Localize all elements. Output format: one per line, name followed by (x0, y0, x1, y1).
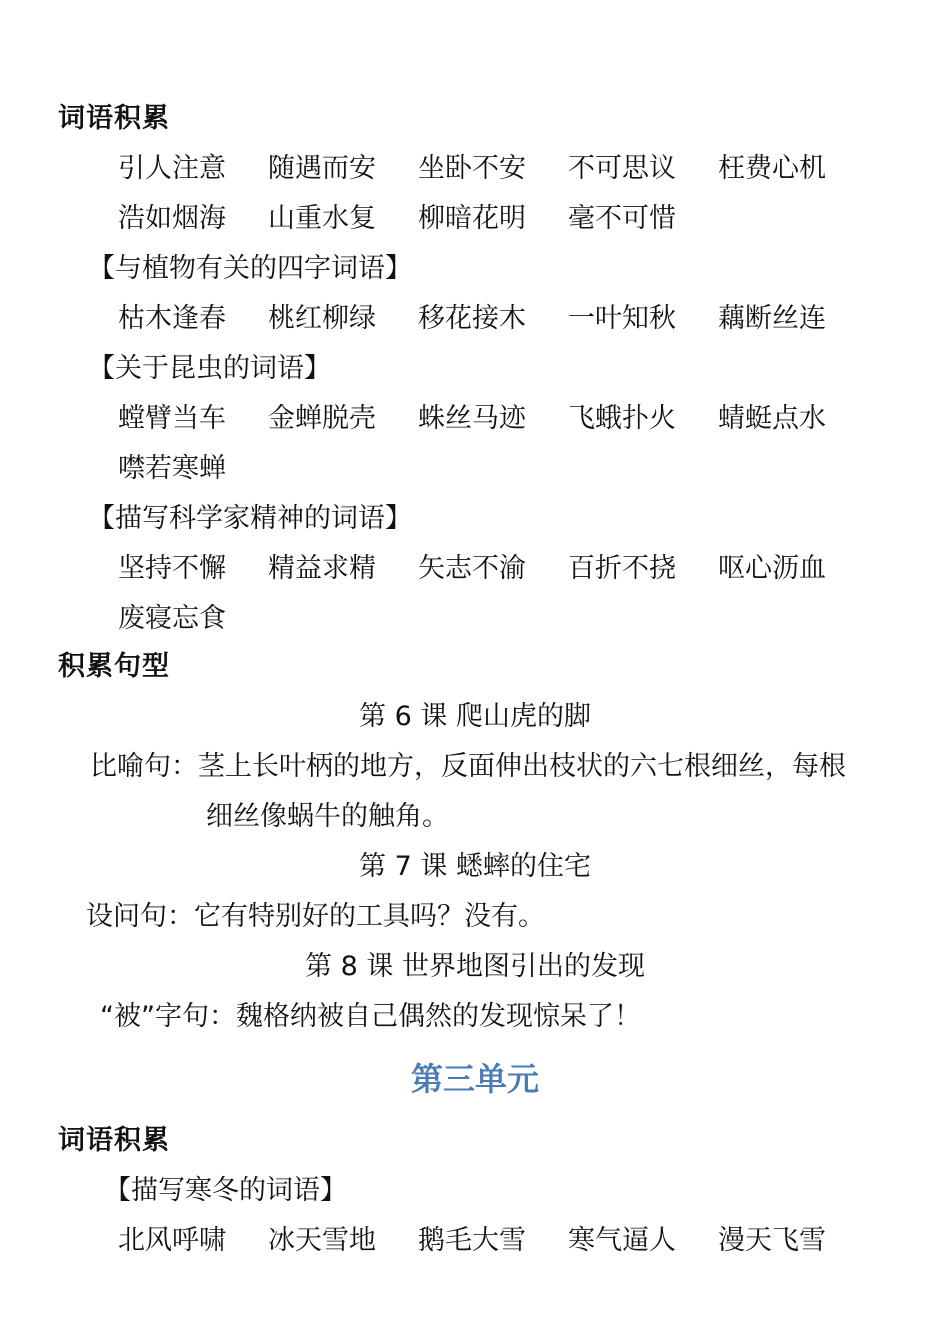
word-row (118, 396, 868, 435)
sentence-metaphor: 比喻句：茎上长叶柄的地方，反面伸出枝状的六七根细丝，每根 (90, 751, 846, 782)
word: 百折不挠 (568, 553, 676, 584)
category-label-scientist: 【描写科学家精神的词语】 (88, 503, 412, 534)
word: 蜻蜓点水 (718, 403, 826, 434)
category-label-insects: 【关于昆虫的词语】 (88, 353, 331, 384)
word: 漫天飞雪 (718, 1225, 826, 1256)
word: 螳臂当车 (118, 403, 226, 434)
word: 一叶知秋 (568, 303, 676, 334)
word: 枯木逢春 (118, 303, 226, 334)
word: 柳暗花明 (418, 203, 526, 234)
word: 毫不可惜 (568, 203, 676, 234)
word: 冰天雪地 (268, 1225, 376, 1256)
category-label-winter: 【描写寒冬的词语】 (104, 1175, 347, 1206)
word: 寒气逼人 (568, 1225, 676, 1256)
word: 不可思议 (568, 153, 676, 184)
word-row (118, 1218, 868, 1257)
word: 精益求精 (268, 553, 376, 584)
word-row (118, 596, 268, 635)
sentence-metaphor-continued: 细丝像蜗牛的触角。 (206, 801, 449, 832)
word: 噤若寒蝉 (118, 453, 226, 484)
word: 呕心沥血 (718, 553, 826, 584)
unit-title: 第三单元 (410, 1060, 539, 1098)
word: 引人注意 (118, 153, 226, 184)
word: 桃红柳绿 (268, 303, 376, 334)
section-heading-sentences: 积累句型 (58, 651, 170, 682)
word-row (118, 296, 868, 335)
word: 蛛丝马迹 (418, 403, 526, 434)
word: 金蝉脱壳 (268, 403, 376, 434)
category-label-plants: 【与植物有关的四字词语】 (88, 253, 412, 284)
word: 废寝忘食 (118, 603, 226, 634)
section-heading-vocabulary: 词语积累 (58, 1125, 170, 1156)
word: 随遇而安 (268, 153, 376, 184)
word-row (118, 446, 268, 485)
word: 山重水复 (268, 203, 376, 234)
word: 鹅毛大雪 (418, 1225, 526, 1256)
sentence-rhetorical: 设问句：它有特别好的工具吗？没有。 (86, 901, 545, 932)
word: 北风呼啸 (118, 1225, 226, 1256)
word: 枉费心机 (718, 153, 826, 184)
word-row (118, 546, 868, 585)
word: 飞蛾扑火 (568, 403, 676, 434)
word: 浩如烟海 (118, 203, 226, 234)
lesson-title: 第 7 课 蟋蟀的住宅 (359, 851, 591, 882)
word: 坐卧不安 (418, 153, 526, 184)
section-heading-vocabulary: 词语积累 (58, 103, 170, 134)
word: 移花接木 (418, 303, 526, 334)
word: 坚持不懈 (118, 553, 226, 584)
word-row (118, 146, 868, 185)
word: 藕断丝连 (718, 303, 826, 334)
lesson-title: 第 8 课 世界地图引出的发现 (305, 951, 645, 982)
word: 矢志不渝 (418, 553, 526, 584)
sentence-passive: “被”字句：魏格纳被自己偶然的发现惊呆了！ (100, 1001, 641, 1032)
word-row (118, 196, 718, 235)
lesson-title: 第 6 课 爬山虎的脚 (359, 701, 591, 732)
